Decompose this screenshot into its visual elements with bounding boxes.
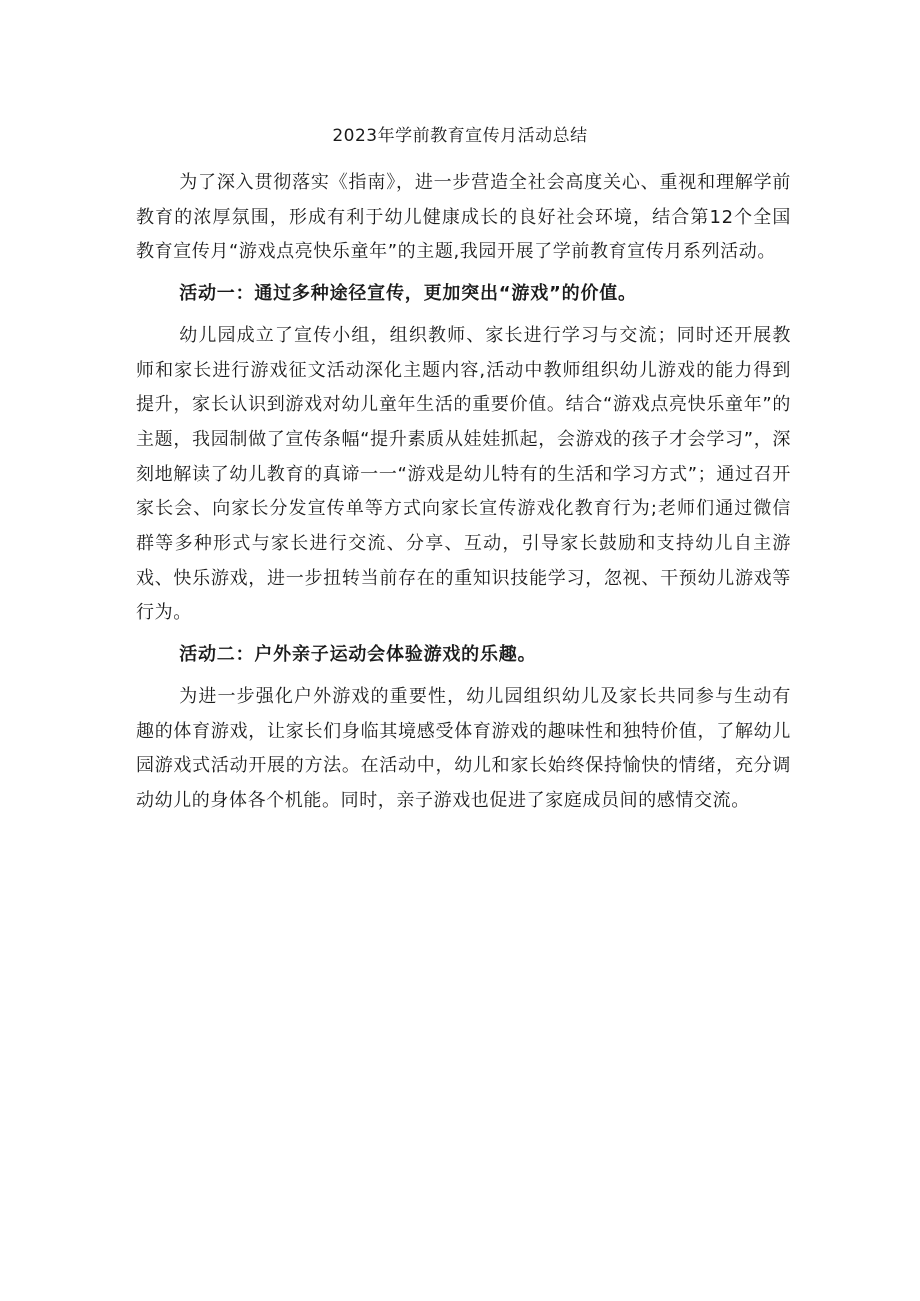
activity-two-heading: 活动二：户外亲子运动会体验游戏的乐趣。 [179, 644, 537, 666]
activity-one-heading: 活动一：通过多种途径宣传，更加突出“游戏”的价值。 [179, 283, 637, 305]
activity-one-paragraph: 幼儿园成立了宣传小组，组织教师、家长进行学习与交流；同时还开展教师和家长进行游戏征文活动深化主题内容,活动中教师组织幼儿游戏的能力得到提升，家长认识到游戏对幼儿童年生活的重要价值。结合“游戏点亮快乐童年”的主题，我园制做了宣传条幅“提升素质从娃娃抓起，会游戏的孩子才会学习”，深刻地解读了幼儿教育的真谛一一“游戏是幼儿特有的生活和学习方式”；通过召开家长会、向家长分发宣传单等方式向家长宣传游戏化教育行为;老师们通过微信群等多种形式与家长进行交流、分享、互动，引导家长鼓励和支持幼儿自主游戏、快乐游戏，进一步扭转当前存在的重知识技能学习，忽视、干预幼儿游戏等行为。 [136, 324, 791, 624]
document-title: 2023年学前教育宣传月活动总结 [332, 126, 588, 146]
document-body [136, 166, 791, 819]
activity-two-paragraph: 为进一步强化户外游戏的重要性，幼儿园组织幼儿及家长共同参与生动有趣的体育游戏，让家长们身临其境感受体育游戏的趣味性和独特价值，了解幼儿园游戏式活动开展的方法。在活动中，幼儿和家长始终保持愉快的情绪，充分调动幼儿的身体各个机能。同时，亲子游戏也促进了家庭成员间的感情交流。 [136, 685, 791, 811]
intro-paragraph: 为了深入贯彻落实《指南》，进一步营造全社会高度关心、重视和理解学前教育的浓厚氛围，形成有利于幼儿健康成长的良好社会环境，结合第12个全国教育宣传月“游戏点亮快乐童年”的主题,我园开展了学前教育宣传月系列活动。 [136, 172, 791, 263]
